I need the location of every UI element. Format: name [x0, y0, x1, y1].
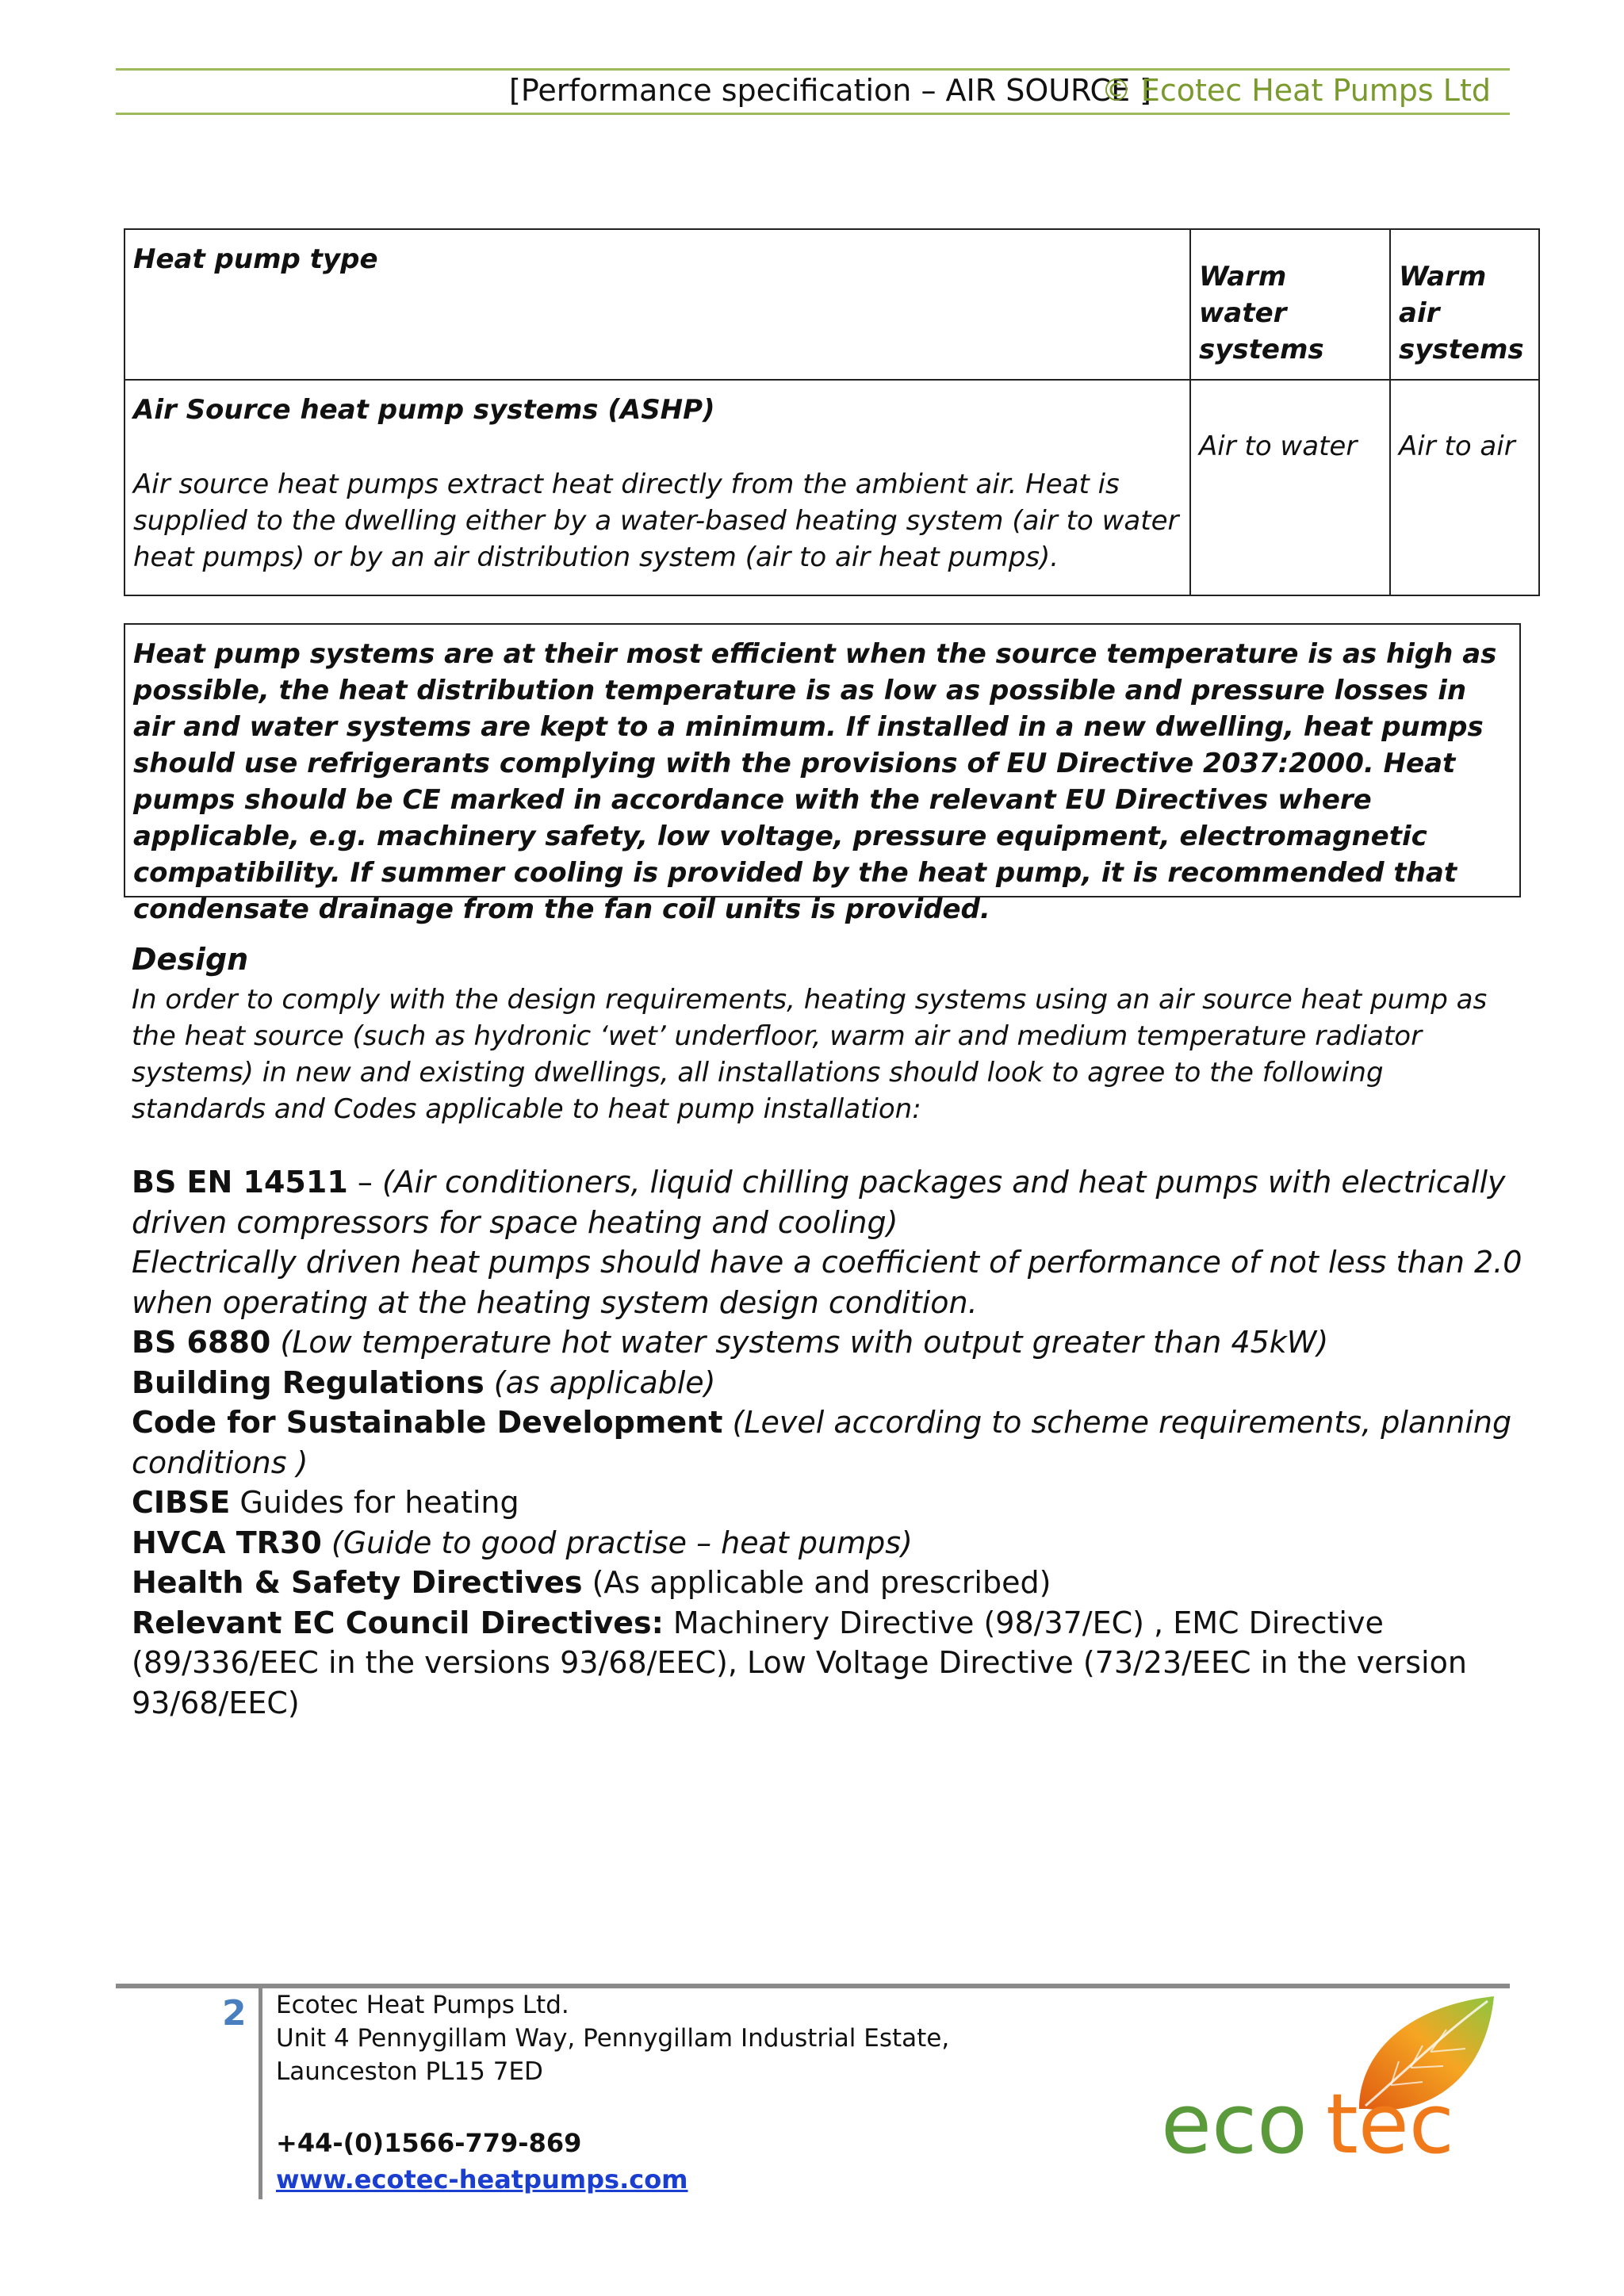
standard-description: (Guide to good practise – heat pumps) — [331, 1525, 913, 1560]
efficiency-notice-box: Heat pump systems are at their most efficient when the source temperature is as high as possible, the heat distribution temperature is as low as possible and pressure losses in air and water systems are kept to a minimum. If installed in a new dwelling, heat pumps should use refrigerants complying with the provisions of EU Directive 2037:2000. Heat pumps should be CE marked in accordance with the relevant EU Directives where applicable, e.g. machinery safety, low voltage, pressure equipment, electromagnetic compatibility. If summer cooling is provided by the heat pump, it is recommended that condensate drainage from the fan coil units is provided. — [124, 623, 1521, 897]
address-line: Ecotec Heat Pumps Ltd. — [276, 1991, 569, 2019]
standard-name: Relevant EC Council Directives: — [132, 1605, 664, 1640]
standard-item — [132, 1162, 1527, 1242]
standard-item — [132, 1322, 1527, 1363]
company-address — [276, 1988, 949, 2088]
cell-air-to-water: Air to water — [1190, 380, 1390, 595]
standard-item — [132, 1603, 1527, 1724]
ashp-title: Air Source heat pump systems (ASHP) — [133, 394, 715, 426]
standard-description: (Level according to scheme requirements, planning conditions ) — [132, 1405, 1512, 1480]
standard-separator: – — [347, 1165, 382, 1200]
company-website-link[interactable]: www.ecotec-heatpumps.com — [276, 2164, 688, 2195]
standard-item — [132, 1523, 1527, 1563]
logo-text-eco: eco — [1161, 2076, 1308, 2164]
standard-separator — [664, 1605, 673, 1640]
page-number: 2 — [222, 1993, 247, 2034]
standard-name: BS 6880 — [132, 1325, 271, 1360]
standard-description: Guides for heating — [239, 1485, 519, 1520]
standard-item — [132, 1363, 1527, 1403]
header-bottom-rule — [116, 113, 1510, 115]
address-line: Unit 4 Pennygillam Way, Pennygillam Industrial Estate, — [276, 2024, 950, 2053]
table-row-ashp — [124, 380, 1539, 595]
standard-separator — [722, 1405, 732, 1440]
table-header-row — [124, 229, 1539, 380]
standard-item — [132, 1483, 1527, 1523]
standard-separator — [583, 1565, 592, 1600]
logo-text-tec: tec — [1326, 2076, 1454, 2164]
standard-separator — [230, 1485, 239, 1520]
header-cell-type: Heat pump type — [124, 229, 1190, 380]
standard-name: HVCA TR30 — [132, 1525, 322, 1560]
cell-ashp-description — [124, 380, 1190, 595]
standard-description: (Air conditioners, liquid chilling packages and heat pumps with electrically driven compressors for space heating and cooling) — [132, 1165, 1506, 1240]
standard-name: BS EN 14511 — [132, 1165, 348, 1200]
design-paragraph: In order to comply with the design requirements, heating systems using an air source heat pump as the heat source (such as hydronic ‘wet’ underfloor, warm air and medium temperature radiator systems) in new and existing dwellings, all installations should look to agree to the following standards and Codes applicable to heat pump installation: — [132, 984, 1488, 1125]
standard-description: (As applicable and prescribed) — [592, 1565, 1051, 1600]
standard-separator — [322, 1525, 331, 1560]
standard-name: Building Regulations — [132, 1364, 485, 1400]
standard-name: Health & Safety Directives — [132, 1565, 583, 1600]
footer-divider — [259, 1988, 262, 2199]
standard-item — [132, 1563, 1527, 1603]
header-title: [Performance specification – AIR SOURCE ] — [509, 73, 1152, 108]
ecotec-logo — [1161, 1990, 1510, 2164]
header-copyright: © Ecotec Heat Pumps Ltd — [1101, 73, 1491, 108]
standard-item — [132, 1402, 1527, 1483]
company-phone: +44-(0)1566-779-869 — [276, 2128, 582, 2158]
standard-name: CIBSE — [132, 1485, 231, 1520]
page-header — [116, 73, 1510, 111]
header-top-rule — [116, 68, 1510, 71]
cell-air-to-air: Air to air — [1390, 380, 1539, 595]
standard-description: (Low temperature hot water systems with output greater than 45kW) — [280, 1325, 1329, 1360]
standards-list — [132, 1162, 1527, 1723]
standard-description: Electrically driven heat pumps should have a coefficient of performance of not less than 2.0 when operating at the heating system design condition. — [132, 1245, 1522, 1320]
heat-pump-type-table — [124, 228, 1540, 596]
header-cell-warm-air: Warm air systems — [1390, 229, 1539, 380]
standard-description: (as applicable) — [493, 1364, 716, 1400]
standard-item — [132, 1242, 1527, 1322]
standard-separator — [270, 1325, 280, 1360]
standard-description: Machinery Directive (98/37/EC) , EMC Directive (89/336/EEC in the versions 93/68/EEC), Low Voltage Directive (73/23/EEC in the version 93/68/EEC) — [132, 1605, 1467, 1720]
standard-separator — [485, 1365, 494, 1400]
design-heading: Design — [132, 942, 249, 977]
address-line: Launceston PL15 7ED — [276, 2057, 543, 2086]
header-cell-warm-water: Warm water systems — [1190, 229, 1390, 380]
standard-name: Code for Sustainable Development — [132, 1405, 723, 1440]
ecotec-leaf-icon — [1161, 1990, 1510, 2164]
ashp-description: Air source heat pumps extract heat directly from the ambient air. Heat is supplied to the dwelling either by a water-based heating system (air to water heat pumps) or by an air distribution system (air to air heat pumps). — [133, 469, 1179, 573]
